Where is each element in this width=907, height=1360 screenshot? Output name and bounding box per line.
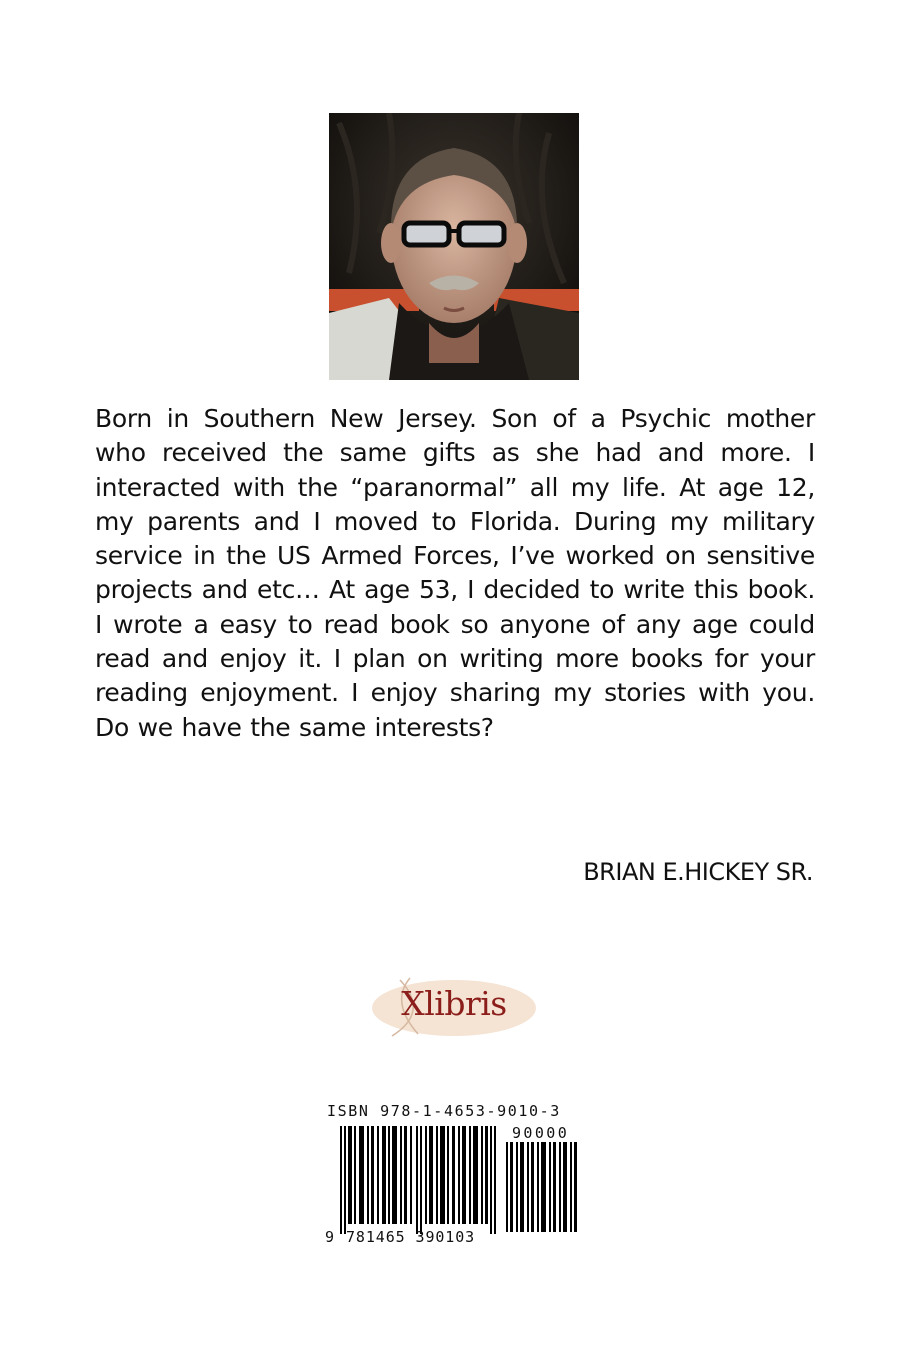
isbn-label: ISBN 978-1-4653-9010-3 <box>327 1102 561 1120</box>
publisher-name: Xlibris <box>401 984 507 1023</box>
author-bio: Born in Southern New Jersey. Son of a Psychic mother who received the same gifts as she had and more. I interacted with the “paranormal” all my life. At age 12, my parents and I moved to Florida. During my military service in the US Armed Forces, I’ve worked on sensitive projects and etc… At age 53, I decided to write this book. I wrote a easy to read book so anyone of any age could read and enjoy it. I plan on writing more books for your reading enjoyment. I enjoy sharing my stories with you. Do we have the same interests? <box>95 404 815 742</box>
author-photo <box>329 113 579 380</box>
ean-digits: 781465 390103 <box>346 1228 476 1246</box>
isbn-addon-number: 90000 <box>512 1124 570 1142</box>
isbn-addon-barcode <box>506 1142 580 1232</box>
ean-first-digit: 9 <box>325 1228 335 1246</box>
author-name: BRIAN E.HICKEY SR. <box>583 858 813 886</box>
isbn-barcode <box>340 1126 500 1234</box>
publisher-logo <box>370 972 538 1040</box>
